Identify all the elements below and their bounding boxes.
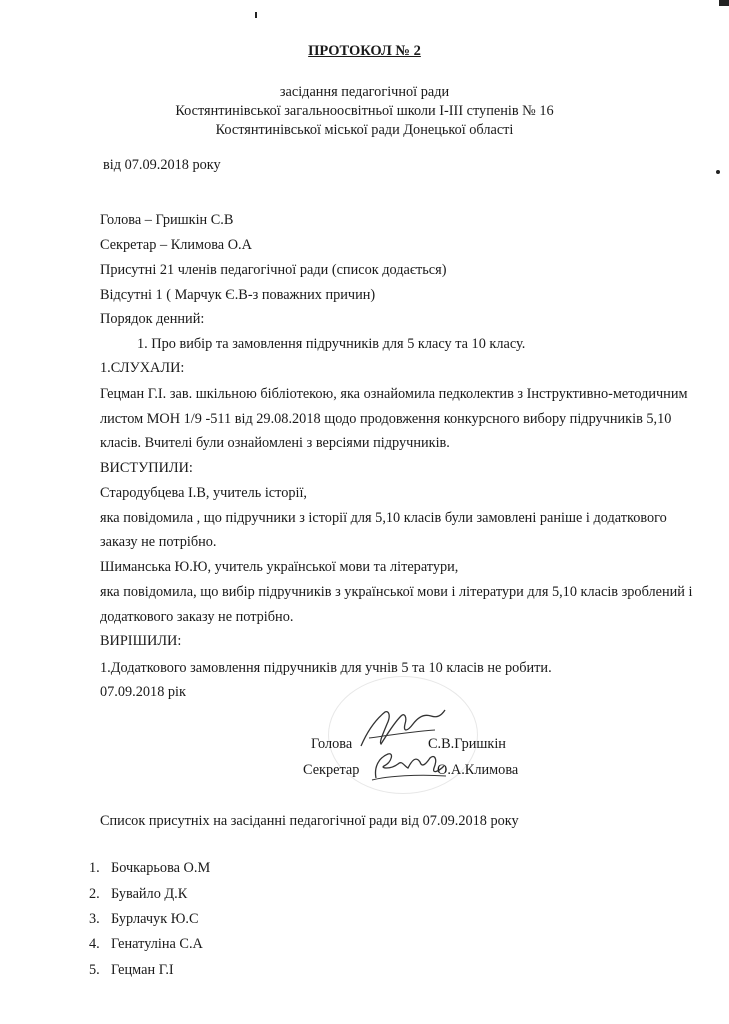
speaker-1-text-2: заказу не потрібно. [100, 534, 217, 550]
list-item [89, 961, 174, 979]
speaker-2-text-1: яка повідомила, що вибір підручників з української мови і літератури для 5,10 класів зроблений і [100, 584, 693, 600]
scan-mark-corner [719, 0, 729, 6]
chair-signature [355, 702, 447, 752]
list-item-number: 1. [89, 860, 100, 876]
attendance-title: Список присутніх на засіданні педагогічної ради від 07.09.2018 року [100, 813, 519, 829]
protocol-title: ПРОТОКОЛ № 2 [308, 43, 421, 59]
chair-line: Голова – Гришкін С.В [100, 212, 234, 228]
list-item [89, 935, 203, 953]
heard-text-3: класів. Вчителі були ознайомлені з версіями підручників. [100, 435, 450, 451]
list-item [89, 859, 210, 877]
list-item-name: Бурлачук Ю.С [111, 911, 199, 927]
chair-signature-name: С.В.Гришкін [428, 736, 506, 752]
secretary-signature [368, 746, 448, 784]
absent-line: Відсутні 1 ( Марчук Є.В-з поважних причин) [100, 287, 376, 303]
list-item-number: 3. [89, 911, 100, 927]
city-council: Костянтинівської міської ради Донецької області [215, 122, 514, 138]
list-item-number: 2. [89, 886, 100, 902]
heard-text-1: Гецман Г.І. зав. шкільною бібліотекою, яка ознайомила педколектив з Інструктивно-методичним [100, 386, 688, 402]
list-item-name: Бочкарьова О.М [111, 860, 211, 876]
present-line: Присутні 21 членів педагогічної ради (список додається) [100, 262, 447, 278]
agenda-item: 1. Про вибір та замовлення підручників для 5 класу та 10 класу. [137, 336, 526, 352]
meeting-subtitle: засідання педагогічної ради [279, 84, 450, 100]
meeting-date: від 07.09.2018 року [103, 157, 221, 173]
heard-text-2: листом МОН 1/9 -511 від 29.08.2018 щодо продовження конкурсного вибору підручників 5,10 [100, 411, 672, 427]
speaker-2-text-2: додаткового заказу не потрібно. [100, 609, 294, 625]
list-item-number: 4. [89, 936, 100, 952]
speaker-2: Шиманська Ю.Ю, учитель української мови та літератури, [100, 559, 459, 575]
agenda-label: Порядок денний: [100, 311, 205, 327]
scan-mark-right [716, 170, 720, 174]
scan-mark-top [255, 12, 257, 18]
list-item [89, 885, 187, 903]
secretary-signature-role: Секретар [303, 762, 360, 778]
decided-date: 07.09.2018 рік [100, 684, 186, 700]
list-item-name: Генатуліна С.А [111, 936, 203, 952]
list-item [89, 910, 199, 928]
heard-label: 1.СЛУХАЛИ: [100, 360, 185, 376]
speaker-1: Стародубцева І.В, учитель історії, [100, 485, 308, 501]
list-item-name: Гецман Г.І [111, 962, 174, 978]
chair-signature-role: Голова [311, 736, 353, 752]
list-item-name: Бувайло Д.К [111, 886, 188, 902]
secretary-signature-name: О.А.Климова [437, 762, 519, 778]
school-name: Костянтинівської загальноосвітньої школи І-ІІІ ступенів № 16 [175, 103, 554, 119]
decided-item: 1.Додаткового замовлення підручників для учнів 5 та 10 класів не робити. [100, 660, 552, 676]
secretary-line: Секретар – Климова О.А [100, 237, 252, 253]
speaker-1-text-1: яка повідомила , що підручники з історії для 5,10 класів були замовлені раніше і додаткового [100, 510, 667, 526]
spoke-label: ВИСТУПИЛИ: [100, 460, 193, 476]
decided-label: ВИРІШИЛИ: [100, 633, 182, 649]
list-item-number: 5. [89, 962, 100, 978]
